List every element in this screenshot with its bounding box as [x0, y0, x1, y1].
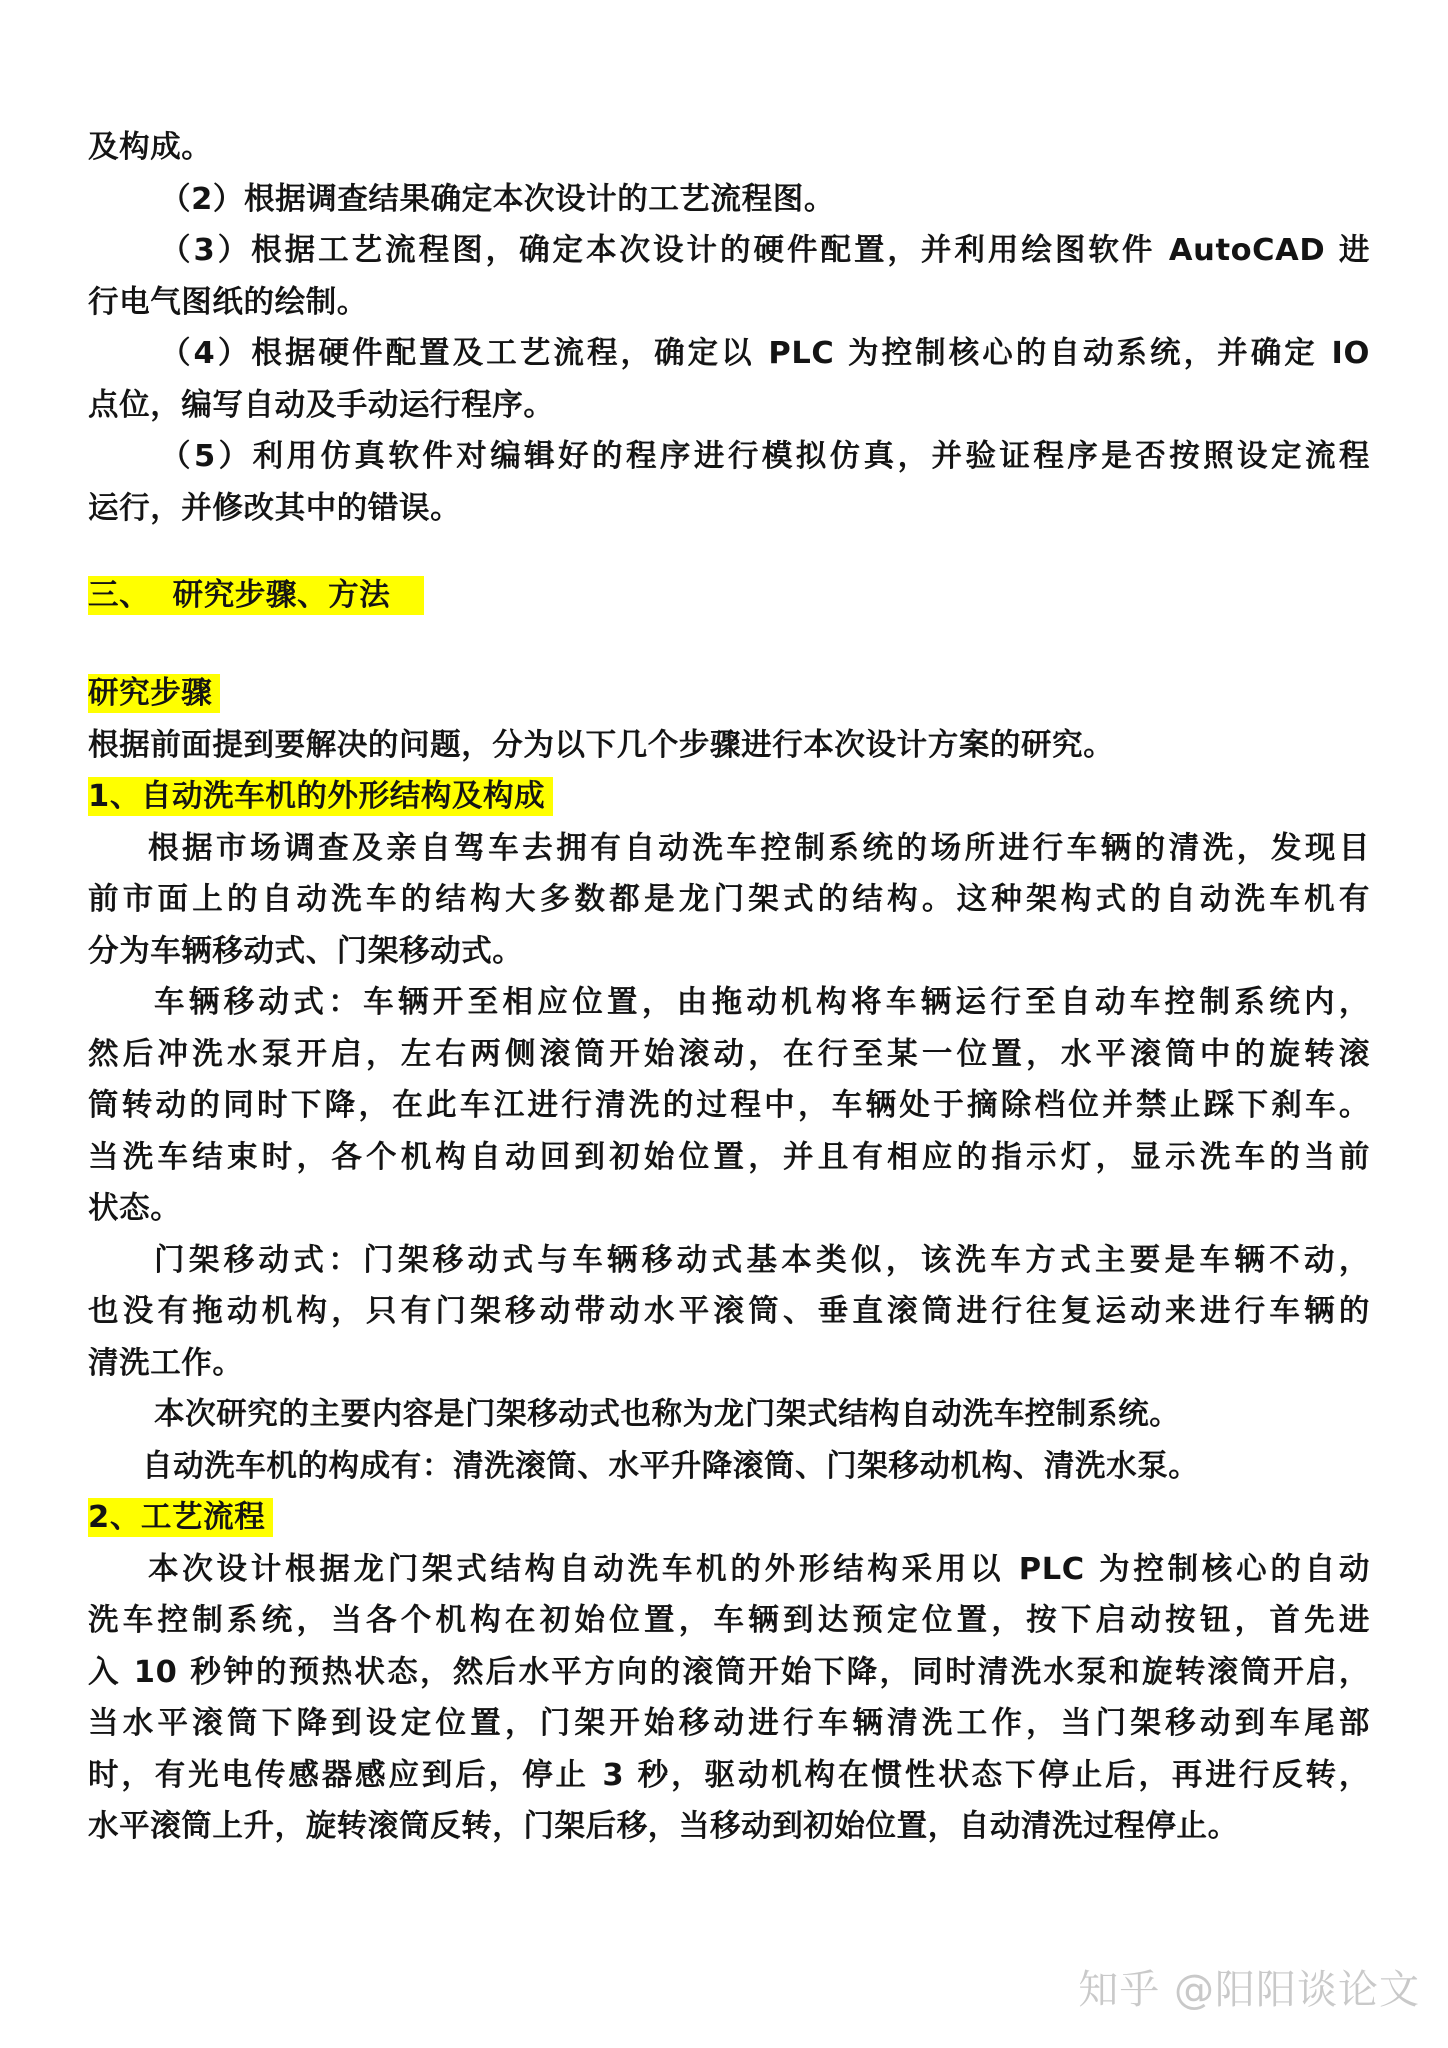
subheading-research-steps	[88, 674, 1370, 714]
list-item-2: （2）根据调查结果确定本次设计的工艺流程图。	[160, 182, 835, 217]
paragraph-line: 当洗车结束时，各个机构自动回到初始位置，并且有相应的指示灯，显示洗车的当前	[88, 1140, 1370, 1175]
paragraph-line: 入 10 秒钟的预热状态，然后水平方向的滚筒开始下降，同时清洗水泵和旋转滚筒开启，	[88, 1655, 1370, 1690]
subheading-structure	[88, 777, 1370, 817]
paragraph-line: 然后冲洗水泵开启，左右两侧滚筒开始滚动，在行至某一位置，水平滚筒中的旋转滚	[88, 1037, 1370, 1072]
list-item-4: （4）根据硬件配置及工艺流程，确定以 PLC 为控制核心的自动系统，并确定 IO	[160, 336, 1370, 371]
subheading-text: 2、工艺流程	[88, 1498, 273, 1537]
paragraph-line: 清洗工作。	[88, 1346, 244, 1381]
subheading-process	[88, 1498, 1370, 1538]
subheading-text: 1、自动洗车机的外形结构及构成	[88, 777, 553, 816]
paragraph-line: 车辆移动式：车辆开至相应位置，由拖动机构将车辆运行至自动车控制系统内，	[154, 985, 1370, 1020]
paragraph-line: 当水平滚筒下降到设定位置，门架开始移动进行车辆清洗工作，当门架移动到车尾部	[88, 1706, 1370, 1741]
subheading-text: 研究步骤	[88, 674, 220, 713]
paragraph-line: 根据市场调查及亲自驾车去拥有自动洗车控制系统的场所进行车辆的清洗，发现目	[148, 831, 1370, 866]
section-heading-text: 三、 研究步骤、方法	[88, 576, 424, 615]
paragraph-line: 及构成。	[88, 130, 213, 165]
paragraph-line: 前市面上的自动洗车的结构大多数都是龙门架式的结构。这种架构式的自动洗车机有	[88, 882, 1370, 917]
watermark: 知乎 @阳阳谈论文	[1078, 1967, 1420, 2013]
paragraph-line: 点位，编写自动及手动运行程序。	[88, 388, 555, 423]
paragraph-line: 洗车控制系统，当各个机构在初始位置，车辆到达预定位置，按下启动按钮，首先进	[88, 1603, 1370, 1638]
paragraph-line: 运行，并修改其中的错误。	[88, 491, 462, 526]
paragraph-line: 筒转动的同时下降，在此车江进行清洗的过程中，车辆处于摘除档位并禁止踩下刹车。	[88, 1088, 1370, 1123]
paragraph-line: 水平滚筒上升，旋转滚筒反转，门架后移，当移动到初始位置，自动清洗过程停止。	[88, 1809, 1239, 1844]
paragraph-line: 行电气图纸的绘制。	[88, 285, 368, 320]
list-item-5: （5）利用仿真软件对编辑好的程序进行模拟仿真，并验证程序是否按照设定流程	[160, 439, 1370, 474]
paragraph-line: 本次研究的主要内容是门架移动式也称为龙门架式结构自动洗车控制系统。	[154, 1397, 1181, 1432]
list-item-3: （3）根据工艺流程图，确定本次设计的硬件配置，并利用绘图软件 AutoCAD 进	[160, 233, 1370, 268]
paragraph-line: 门架移动式：门架移动式与车辆移动式基本类似，该洗车方式主要是车辆不动，	[154, 1243, 1370, 1278]
paragraph-line: 也没有拖动机构，只有门架移动带动水平滚筒、垂直滚筒进行往复运动来进行车辆的	[88, 1294, 1370, 1329]
paragraph-line: 本次设计根据龙门架式结构自动洗车机的外形结构采用以 PLC 为控制核心的自动	[148, 1552, 1370, 1587]
paragraph-line: 分为车辆移动式、门架移动式。	[88, 934, 524, 969]
section-heading	[88, 576, 1370, 616]
paragraph-line: 根据前面提到要解决的问题，分为以下几个步骤进行本次设计方案的研究。	[88, 728, 1115, 763]
paragraph-line: 自动洗车机的构成有：清洗滚筒、水平升降滚筒、门架移动机构、清洗水泵。	[142, 1449, 1200, 1484]
paragraph-line: 状态。	[88, 1191, 182, 1226]
paragraph-line: 时，有光电传感器感应到后，停止 3 秒，驱动机构在惯性状态下停止后，再进行反转，	[88, 1758, 1370, 1793]
